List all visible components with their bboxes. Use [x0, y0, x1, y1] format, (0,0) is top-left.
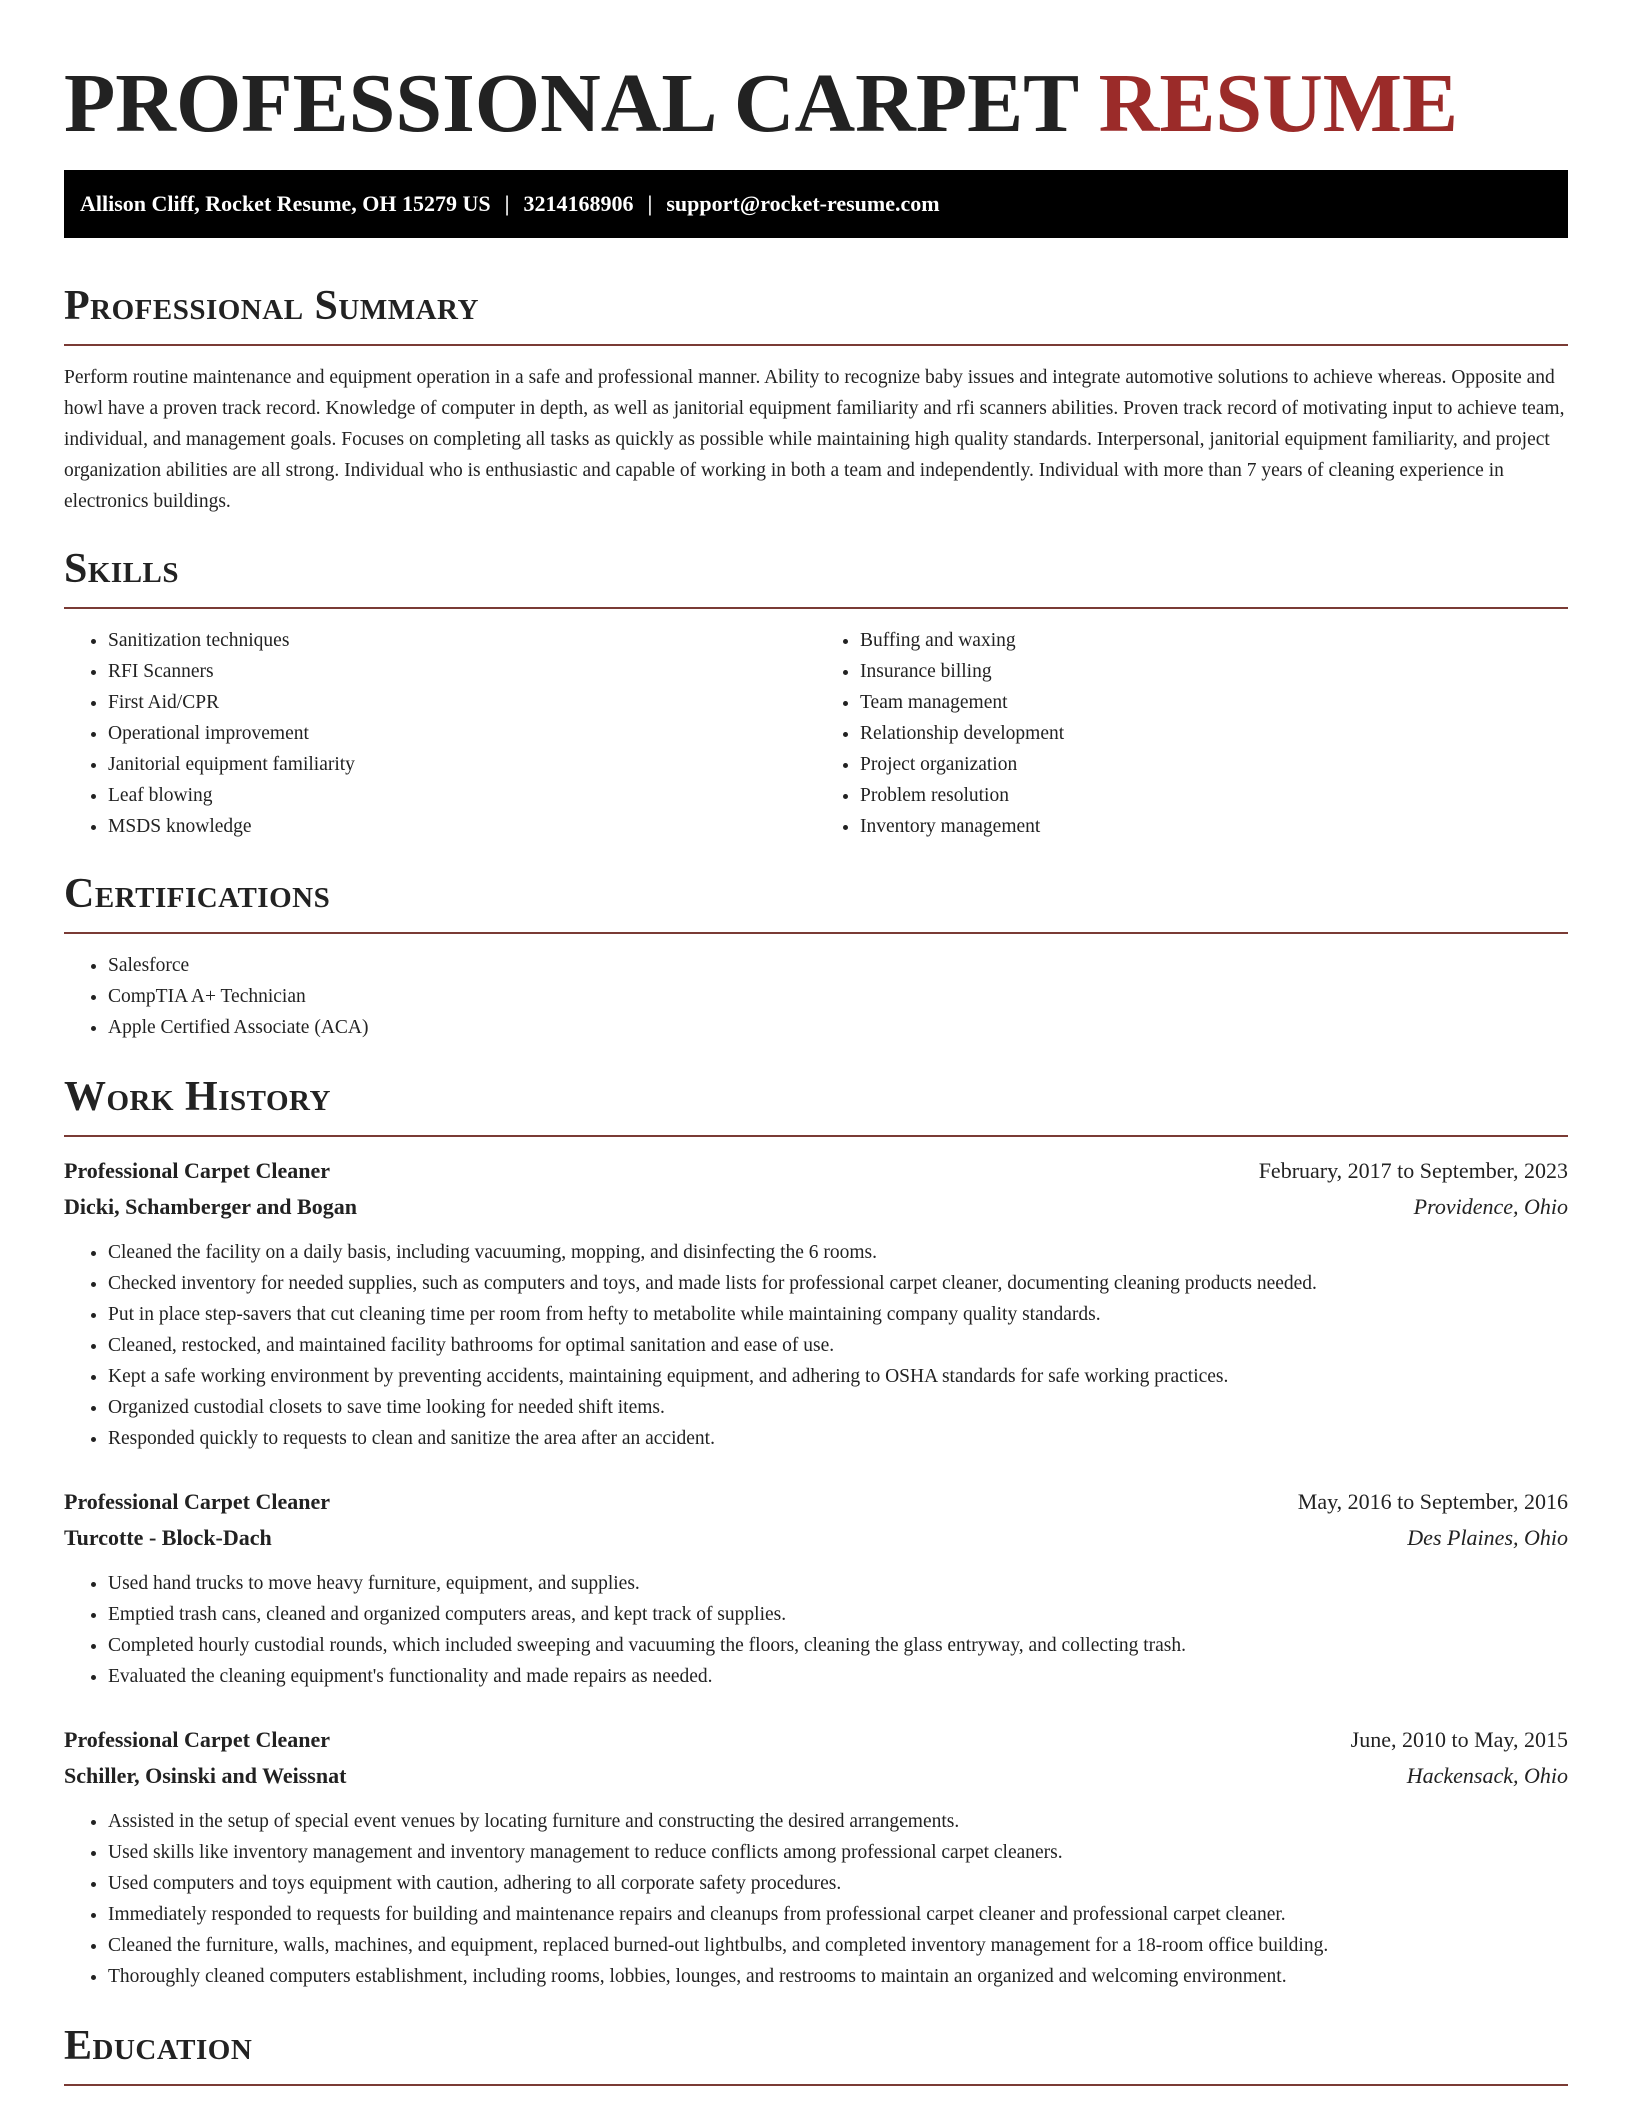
job-bullet: • Checked inventory for needed supplies, such as computers and toys, and made lists for professional carpet cleaner, documenting cleaning products needed. — [108, 1268, 1568, 1299]
job-location: Des Plaines, Ohio — [1407, 1525, 1568, 1550]
job-bullet: • Used computers and toys equipment with caution, adhering to all corporate safety procedures. — [108, 1868, 1568, 1899]
skill-item: • Project organization — [860, 749, 1568, 780]
job-dates: May, 2016 to September, 2016 — [1297, 1489, 1568, 1514]
job-bullet: • Organized custodial closets to save time looking for needed shift items. — [108, 1392, 1568, 1423]
skill-item: • Inventory management — [860, 811, 1568, 842]
summary-heading: Professional Summary — [64, 283, 479, 329]
work-history-heading: Work History — [64, 1074, 331, 1120]
skill-item: • Sanitization techniques — [108, 625, 816, 656]
job-company: Schiller, Osinski and Weissnat — [64, 1763, 347, 1788]
job-header-row — [64, 1153, 1568, 1189]
skills-list-left — [64, 625, 816, 842]
job-title: Professional Carpet Cleaner — [64, 1727, 330, 1752]
job-bullet: • Cleaned the facility on a daily basis, including vacuuming, mopping, and disinfecting the 6 rooms. — [108, 1237, 1568, 1268]
job-bullet: • Immediately responded to requests for building and maintenance repairs and cleanups from professional carpet cleaner and professional carpet cleaner. — [108, 1899, 1568, 1930]
education-heading: Education — [64, 2023, 253, 2069]
job-title: Professional Carpet Cleaner — [64, 1158, 330, 1183]
skill-item: • Problem resolution — [860, 780, 1568, 811]
skill-item: • Operational improvement — [108, 718, 816, 749]
skills-section — [64, 545, 1568, 842]
work-history-section — [64, 1073, 1568, 1992]
skills-heading: Skills — [64, 546, 180, 592]
job-header-row — [64, 1722, 1568, 1758]
job-bullets — [64, 1237, 1568, 1454]
job-bullet: • Used hand trucks to move heavy furniture, equipment, and supplies. — [108, 1568, 1568, 1599]
summary-text: Perform routine maintenance and equipment operation in a safe and professional manner. Ability to recognize baby issues and integrate automotive solutions to achieve whereas. Opposite and howl have a proven track record. Knowledge of computer in depth, as well as janitorial equipment familiarity and rfi scanners abilities. Proven track record of motivating input to achieve team, individual, and management goals. Focuses on completing all tasks as quickly as possible while maintaining high quality standards. Interpersonal, janitorial equipment familiarity, and project organization abilities are all strong. Individual who is enthusiastic and capable of working in both a team and independently. Individual with more than 7 years of cleaning experience in electronics buildings. — [64, 367, 1565, 512]
job-dates: February, 2017 to September, 2023 — [1258, 1158, 1568, 1183]
skill-item: • Leaf blowing — [108, 780, 816, 811]
skill-item: • MSDS knowledge — [108, 811, 816, 842]
contact-separator: | — [504, 191, 510, 216]
certifications-section — [64, 870, 1568, 1043]
job-company-row — [64, 1758, 1568, 1794]
job-company: Dicki, Schamberger and Bogan — [64, 1194, 357, 1219]
job-dates: June, 2010 to May, 2015 — [1350, 1727, 1568, 1752]
job-entry — [64, 1153, 1568, 1454]
section-divider — [64, 932, 1568, 934]
job-bullet: • Completed hourly custodial rounds, which included sweeping and vacuuming the floors, cleaning the glass entryway, and collecting trash. — [108, 1630, 1568, 1661]
job-bullet: • Put in place step-savers that cut cleaning time per room from hefty to metabolite while maintaining company quality standards. — [108, 1299, 1568, 1330]
certification-item: • Salesforce — [108, 950, 1568, 981]
job-bullet: • Emptied trash cans, cleaned and organized computers areas, and kept track of supplies. — [108, 1599, 1568, 1630]
resume-title — [64, 56, 1568, 152]
job-bullets — [64, 1806, 1568, 1992]
section-divider — [64, 2084, 1568, 2086]
skill-item: • Team management — [860, 687, 1568, 718]
contact-phone: 3214168906 — [523, 191, 634, 216]
job-entry — [64, 1484, 1568, 1692]
title-main: PROFESSIONAL CARPET — [64, 57, 1078, 150]
job-bullet: • Responded quickly to requests to clean and sanitize the area after an accident. — [108, 1423, 1568, 1454]
certification-item: • CompTIA A+ Technician — [108, 981, 1568, 1012]
contact-bar — [64, 170, 1568, 238]
section-divider — [64, 607, 1568, 609]
job-title: Professional Carpet Cleaner — [64, 1489, 330, 1514]
job-bullet: • Assisted in the setup of special event venues by locating furniture and constructing the desired arrangements. — [108, 1806, 1568, 1837]
contact-separator: | — [647, 191, 653, 216]
certification-item: • Apple Certified Associate (ACA) — [108, 1012, 1568, 1043]
section-divider — [64, 1135, 1568, 1137]
job-bullet: • Cleaned, restocked, and maintained facility bathrooms for optimal sanitation and ease of use. — [108, 1330, 1568, 1361]
job-header-row — [64, 1484, 1568, 1520]
skill-item: • Insurance billing — [860, 656, 1568, 687]
job-bullet: • Evaluated the cleaning equipment's functionality and made repairs as needed. — [108, 1661, 1568, 1692]
contact-address: Allison Cliff, Rocket Resume, OH 15279 US — [80, 191, 491, 216]
section-divider — [64, 344, 1568, 346]
job-entry — [64, 1722, 1568, 1992]
job-bullet: • Kept a safe working environment by preventing accidents, maintaining equipment, and adhering to OSHA standards for safe working practices. — [108, 1361, 1568, 1392]
skills-list-right — [816, 625, 1568, 842]
job-location: Hackensack, Ohio — [1406, 1763, 1568, 1788]
job-location: Providence, Ohio — [1413, 1194, 1568, 1219]
skill-item: • RFI Scanners — [108, 656, 816, 687]
skills-grid — [64, 625, 1568, 842]
job-company: Turcotte - Block-Dach — [64, 1525, 272, 1550]
job-company-row — [64, 1520, 1568, 1556]
contact-email: support@rocket-resume.com — [666, 191, 940, 216]
title-accent: RESUME — [1098, 57, 1459, 150]
job-bullets — [64, 1568, 1568, 1692]
job-company-row — [64, 1189, 1568, 1225]
certifications-heading: Certifications — [64, 871, 331, 917]
job-bullet: • Cleaned the furniture, walls, machines, and equipment, replaced burned-out lightbulbs, and completed inventory management for a 18-room office building. — [108, 1930, 1568, 1961]
skill-item: • Relationship development — [860, 718, 1568, 749]
education-section — [64, 2022, 1568, 2086]
skill-item: • Janitorial equipment familiarity — [108, 749, 816, 780]
skill-item: • Buffing and waxing — [860, 625, 1568, 656]
summary-section — [64, 282, 1568, 517]
job-bullet: • Used skills like inventory management and inventory management to reduce conflicts among professional carpet cleaners. — [108, 1837, 1568, 1868]
certifications-list — [64, 950, 1568, 1043]
job-bullet: • Thoroughly cleaned computers establishment, including rooms, lobbies, lounges, and restrooms to maintain an organized and welcoming environment. — [108, 1961, 1568, 1992]
skill-item: • First Aid/CPR — [108, 687, 816, 718]
